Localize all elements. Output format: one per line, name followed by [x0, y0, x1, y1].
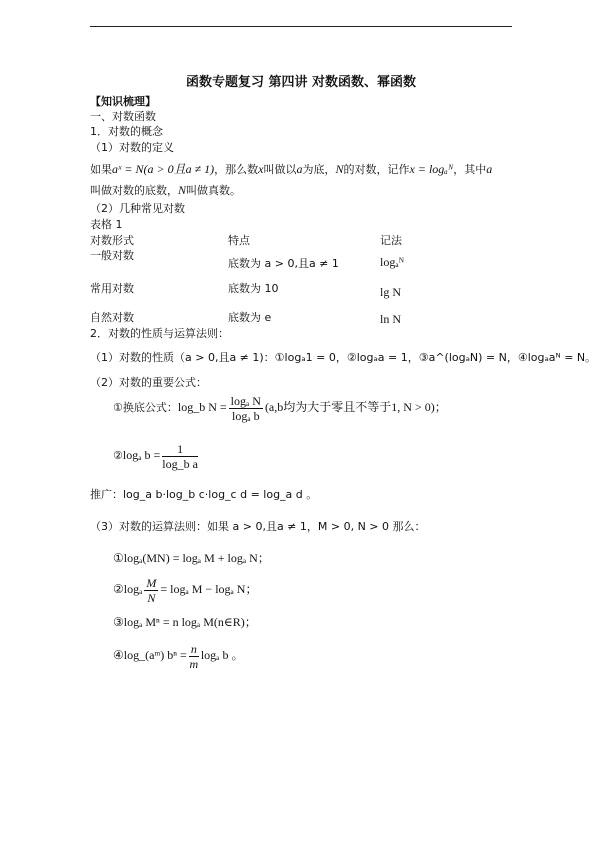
def-var-x: x [258, 162, 264, 176]
change-base-numerator: logₐ N [230, 393, 261, 408]
section-one-heading: 一、对数函数 [90, 110, 156, 123]
rule-1: ①logₐ(MN) = logₐ M + logₐ N； [113, 551, 270, 565]
definition-line-1 [90, 162, 492, 177]
change-base-condition: (a,b均为大于零且不等于1, N > 0)； [264, 400, 447, 414]
rules-heading: （3）对数的运算法则：如果 a > 0,且a ≠ 1，M > 0, N > 0 那么： [90, 520, 426, 533]
rule-4-rhs: logₐ b 。 [200, 648, 244, 662]
table-row-2-form: 常用对数 [90, 282, 134, 295]
table-row-3-notation: ln N [380, 312, 401, 326]
change-of-base-formula [113, 392, 447, 423]
table-row-1-form: 一般对数 [90, 249, 134, 262]
table-row-1-notation: logₐᴺ [380, 255, 405, 269]
def-var-a-2: a [486, 162, 493, 176]
reciprocal-denominator: log_b a [162, 456, 198, 471]
def-var-n: N [335, 162, 344, 176]
rule-3: ③logₐ Mⁿ = n logₐ M(n∈R)； [113, 615, 257, 629]
def-text-3: 叫做以 [263, 163, 297, 176]
table-header-feature: 特点 [228, 234, 250, 247]
rule-2-rhs: = logₐ M − logₐ N； [160, 582, 258, 596]
rule-2-denominator: N [147, 590, 156, 605]
table-row-1-feature: 底数为 a > 0,且a ≠ 1 [228, 257, 339, 270]
change-base-denominator: logₐ b [231, 408, 260, 423]
change-base-lhs: log_b N = [177, 400, 227, 414]
change-base-fraction [229, 394, 263, 423]
top-rule [90, 26, 512, 27]
rule-4-numerator: n [190, 641, 197, 656]
table-row-2-feature: 底数为 10 [228, 282, 279, 295]
rule-4-fraction [189, 642, 199, 671]
def-notation: x = logₐᴺ [409, 162, 454, 176]
def2-text-1: 叫做对数的底数， [90, 184, 178, 197]
def-text-5: 的对数，记作 [343, 163, 410, 176]
rule-4-label: ④log_(aᵐ) bⁿ = [113, 648, 187, 662]
rule-4-denominator: m [189, 656, 199, 671]
section-header: 【知识梳理】 [90, 95, 156, 108]
formulas-heading: （2）对数的重要公式： [90, 376, 207, 389]
subsection-two-heading: 2．对数的性质与运算法则： [90, 327, 229, 340]
def-text-6: ，其中 [453, 163, 487, 176]
kinds-heading: （2）几种常见对数 [90, 202, 185, 215]
properties-line: （1）对数的性质（a > 0,且a ≠ 1)：①logₐ1 = 0，②logₐa = 1，③a^(logₐN) = N，④logₐaᴺ = N。 [90, 351, 597, 364]
table-row-3-form: 自然对数 [90, 311, 134, 324]
table-row-3-feature: 底数为 e [228, 311, 272, 324]
definition-heading: （1）对数的定义 [90, 141, 174, 154]
reciprocal-label: ② [113, 449, 123, 462]
reciprocal-fraction [162, 442, 198, 471]
change-base-label: ①换底公式： [113, 401, 178, 414]
def2-text-2: 叫做真数。 [186, 184, 242, 197]
rule-2-label: ②logₐ [113, 582, 143, 596]
page-title: 函数专题复习 第四讲 对数函数、幂函数 [186, 75, 417, 90]
def2-var-n: N [178, 183, 187, 197]
def-text-4: 为底， [302, 163, 336, 176]
table-header-notation: 记法 [380, 234, 402, 247]
generalization-line: 推广：log_a b·log_b c·log_c d = log_a d 。 [90, 488, 318, 501]
def-formula: aˣ = N(a > 0且a ≠ 1) [112, 162, 215, 176]
rule-2 [113, 574, 257, 605]
def-text-1: 如果 [90, 163, 112, 176]
rule-2-fraction [144, 576, 158, 605]
table-label: 表格 1 [90, 218, 123, 231]
definition-line-2 [90, 183, 241, 198]
rule-4 [113, 640, 243, 671]
rule-2-numerator: M [146, 575, 157, 590]
reciprocal-lhs: logₐ b = [122, 448, 161, 462]
subsection-one-heading: 1．对数的概念 [90, 125, 163, 138]
reciprocal-numerator: 1 [162, 442, 198, 457]
table-row-2-notation: lg N [380, 285, 401, 299]
reciprocal-formula [113, 440, 200, 471]
def-var-a: a [296, 162, 303, 176]
table-header-form: 对数形式 [90, 234, 134, 247]
def-text-2: ，那么数 [214, 163, 259, 176]
